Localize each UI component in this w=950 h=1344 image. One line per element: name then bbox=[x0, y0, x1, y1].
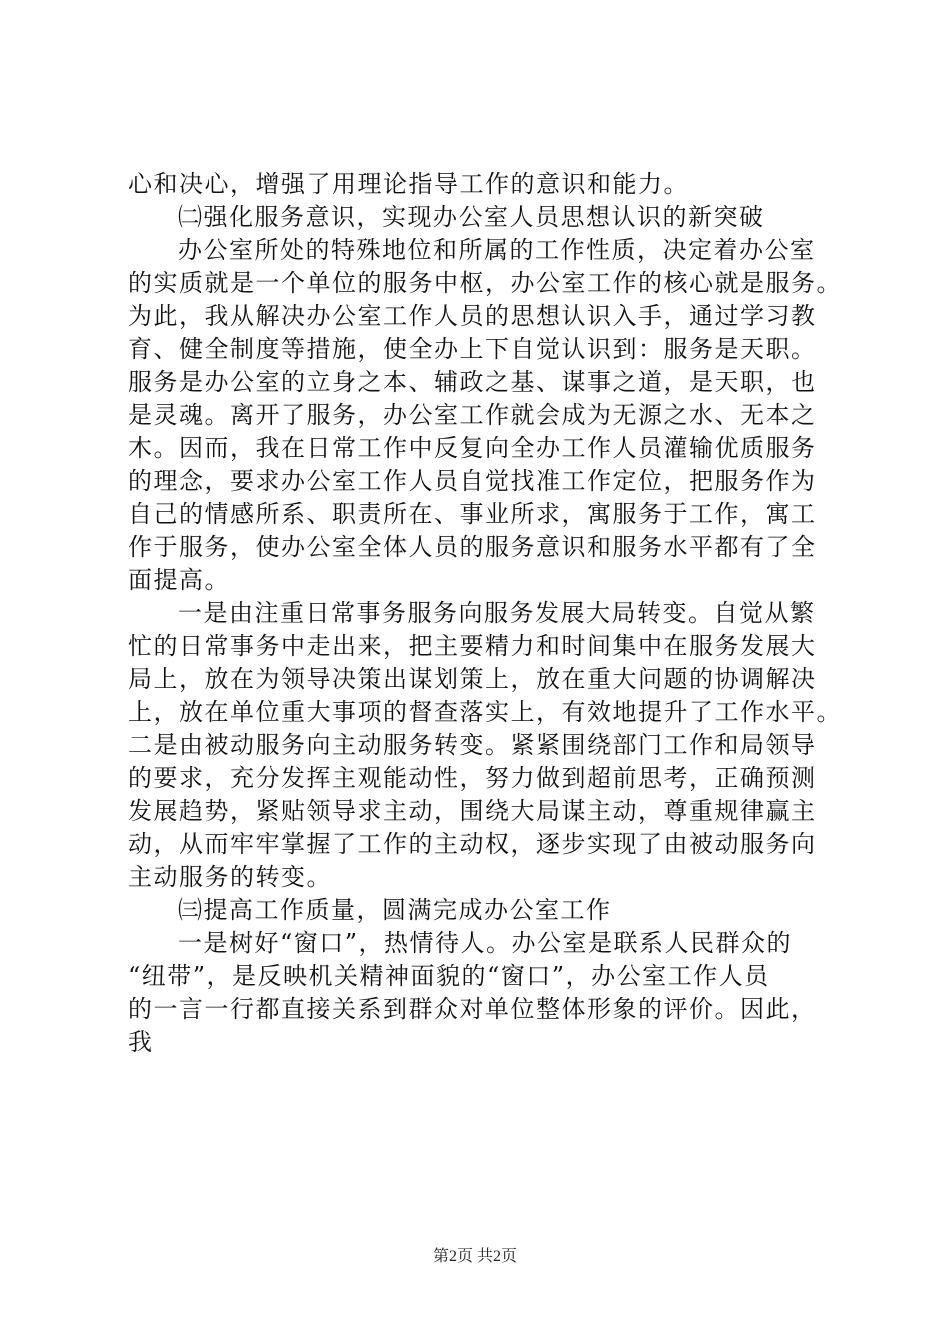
text-line: 动，从而牢牢掌握了工作的主动权，逐步实现了由被动服务向 bbox=[128, 830, 817, 858]
text-line: 自己的情感所系、职责所在、事业所求，寓服务于工作，寓工 bbox=[128, 500, 817, 528]
text-line: 的一言一行都直接关系到群众对单位整体形象的评价。因此， bbox=[128, 995, 817, 1023]
text-line: 我 bbox=[128, 1028, 154, 1056]
text-line: 上，放在单位重大事项的督查落实上，有效地提升了工作水平。 bbox=[128, 698, 842, 726]
section-heading: ㈢提高工作质量，圆满完成办公室工作 bbox=[178, 896, 612, 924]
text-line: 的理念，要求办公室工作人员自觉找准工作定位，把服务作为 bbox=[128, 467, 817, 495]
text-line: 服务是办公室的立身之本、辅政之基、谋事之道，是天职，也 bbox=[128, 368, 817, 396]
document-body bbox=[128, 168, 842, 1059]
section-heading: ㈡强化服务意识，实现办公室人员思想认识的新突破 bbox=[178, 203, 765, 231]
text-line: “纽带”，是反映机关精神面貌的“窗口”，办公室工作人员 bbox=[128, 962, 770, 990]
text-line: 的实质就是一个单位的服务中枢，办公室工作的核心就是服务。 bbox=[128, 269, 842, 297]
text-line: 的要求，充分发挥主观能动性，努力做到超前思考，正确预测 bbox=[128, 764, 817, 792]
text-line: 木。因而，我在日常工作中反复向全办工作人员灌输优质服务 bbox=[128, 434, 817, 462]
text-line: 办公室所处的特殊地位和所属的工作性质，决定着办公室 bbox=[178, 236, 816, 264]
text-line: 面提高。 bbox=[128, 566, 230, 594]
text-line: 主动服务的转变。 bbox=[128, 863, 332, 891]
text-line: 作于服务，使办公室全体人员的服务意识和服务水平都有了全 bbox=[128, 533, 817, 561]
text-line: 二是由被动服务向主动服务转变。紧紧围绕部门工作和局领导 bbox=[128, 731, 817, 759]
text-line: 发展趋势，紧贴领导求主动，围绕大局谋主动，尊重规律赢主 bbox=[128, 797, 817, 825]
text-line: 育、健全制度等措施，使全办上下自觉认识到：服务是天职。 bbox=[128, 335, 817, 363]
text-line: 一是树好“窗口”，热情待人。办公室是联系人民群众的 bbox=[178, 929, 793, 957]
page-number-footer: 第2页 共2页 bbox=[432, 1248, 517, 1265]
text-line: 一是由注重日常事务服务向服务发展大局转变。自觉从繁 bbox=[178, 599, 816, 627]
text-line: 为此，我从解决办公室工作人员的思想认识入手，通过学习教 bbox=[128, 302, 817, 330]
text-line: 是灵魂。离开了服务，办公室工作就会成为无源之水、无本之 bbox=[128, 401, 817, 429]
text-line: 局上，放在为领导决策出谋划策上，放在重大问题的协调解决 bbox=[128, 665, 817, 693]
text-line: 忙的日常事务中走出来，把主要精力和时间集中在服务发展大 bbox=[128, 632, 817, 660]
text-line: 心和决心，增强了用理论指导工作的意识和能力。 bbox=[128, 170, 689, 198]
